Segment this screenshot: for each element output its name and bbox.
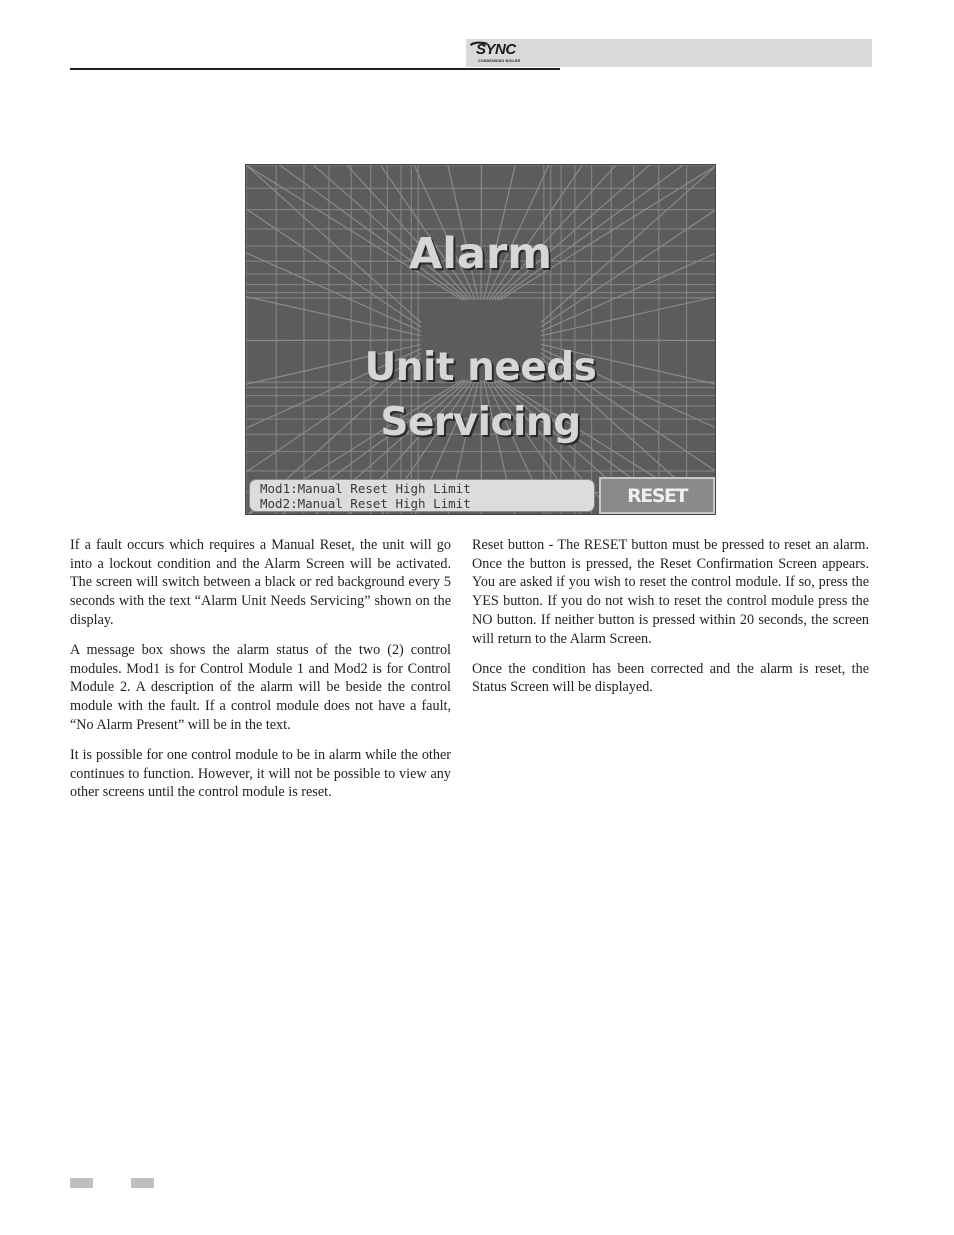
paragraph: Once the condition has been corrected and the alarm is reset, the Status Screen will be displayed. [472,660,869,696]
logo-text: SYNC [476,41,516,58]
footer-page-marker-left [70,1178,93,1188]
alarm-message-line1: Unit needs [364,345,597,390]
paragraph: A message box shows the alarm status of the two (2) control modules. Mod1 is for Control Module 1 and Mod2 is for Control Module 2. A description of the alarm will be beside the control module with the fault. If a control module does not have a fault, “No Alarm Present” will be in the text. [70,641,451,733]
footer-page-marker-right [131,1178,154,1188]
mod1-status: Mod1:Manual Reset High Limit [260,481,471,496]
right-column [472,536,869,708]
mod2-status: Mod2:Manual Reset High Limit [260,495,471,511]
alarm-message-line2: Servicing [380,400,581,445]
paragraph: If a fault occurs which requires a Manual Reset, the unit will go into a lockout condition and the Alarm Screen will be activated. The screen will switch between a black or red background every 5 seconds with the text “Alarm Unit Needs Servicing” shown on the display. [70,537,451,628]
sync-logo [468,40,532,66]
logo-tagline: CONDENSING BOILER [478,59,521,63]
paragraph: Reset button - The RESET button must be pressed to reset an alarm. Once the button is pressed, the Reset Confirmation Screen appears. You are asked if you wish to reset the control module. If so, press the YES button. If you do not wish to reset the control module press the NO button. If neither button is pressed within 20 seconds, the screen will return to the Alarm Screen. [472,537,869,647]
left-column [70,536,451,813]
alarm-title: Alarm [408,229,553,279]
perspective-grid-background [246,165,716,515]
reset-button[interactable]: RESET [599,477,715,514]
paragraph: It is possible for one control module to be in alarm while the other continues to function. However, it will not be possible to view any other screens until the control module is reset. [70,746,451,801]
alarm-screen-display [245,164,716,515]
header-rule [70,68,560,70]
module-status-message-box [249,479,595,512]
